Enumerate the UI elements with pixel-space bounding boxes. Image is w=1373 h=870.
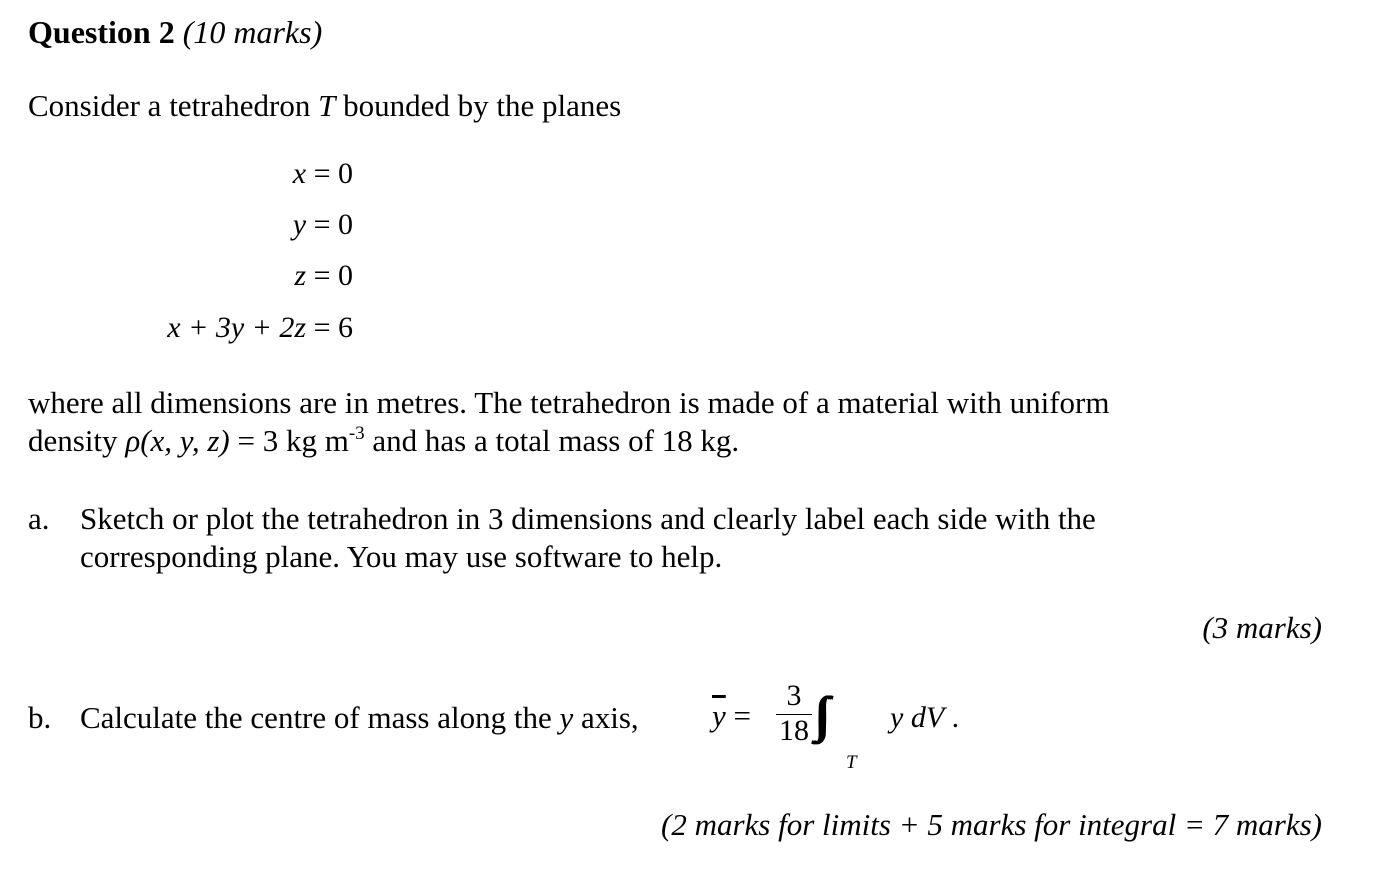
triple-integral-sign: ∫∫∫: [814, 686, 820, 742]
intro-text-after: bounded by the planes: [335, 88, 622, 123]
question-title: [28, 12, 322, 52]
part-b-label: b.: [28, 700, 52, 735]
part-a-line-1: Sketch or plot the tetrahedron in 3 dimensions and clearly label each side with the: [80, 501, 1096, 536]
plane-equation-z: z = 0: [294, 259, 353, 292]
fraction: [776, 680, 812, 747]
description-line-1: where all dimensions are in metres. The tetrahedron is made of a material with uniform: [28, 385, 1110, 420]
description-paragraph: [28, 384, 1110, 465]
plane-equation-y: y = 0: [292, 208, 353, 241]
intro-sentence: [28, 86, 621, 126]
description-line-2: density ρ(x, y, z) = 3 kg $m^{-3}$ and has a total mass of 18 kg.: [28, 423, 740, 458]
part-a-line-2: corresponding plane. You may use software to help.: [80, 539, 723, 574]
density-exponent: -3: [348, 423, 365, 444]
axis-variable: y: [559, 700, 574, 735]
integral-region: T: [846, 752, 857, 773]
plane-equation-slanted: x + 3y + 2z = 6: [167, 311, 353, 344]
part-b-text: Calculate the centre of mass along the y axis,: [80, 700, 639, 735]
centre-of-mass-lhs: $\overline{y}$ =: [712, 698, 751, 733]
tetrahedron-symbol: T: [318, 88, 336, 123]
fraction-denominator: 18: [779, 714, 809, 747]
plane-equation-x: x = 0: [292, 157, 353, 190]
question-marks: (10 marks): [182, 14, 323, 50]
part-a-marks: (3 marks): [1202, 610, 1322, 645]
part-a-text: [80, 500, 1096, 576]
question-number: Question 2: [28, 14, 175, 50]
density-expression: ρ(x, y, z): [125, 423, 230, 458]
part-b-marks: (2 marks for limits + 5 marks for integral = 7 marks): [661, 807, 1322, 842]
y-bar-symbol: $\overline{y}$: [712, 698, 726, 733]
intro-text-before: Consider a tetrahedron: [28, 88, 319, 123]
integrand: y dV .: [890, 701, 960, 734]
part-a-label: a.: [28, 501, 50, 536]
density-value: = 3 kg m: [229, 423, 349, 458]
fraction-numerator: 3: [786, 679, 802, 712]
